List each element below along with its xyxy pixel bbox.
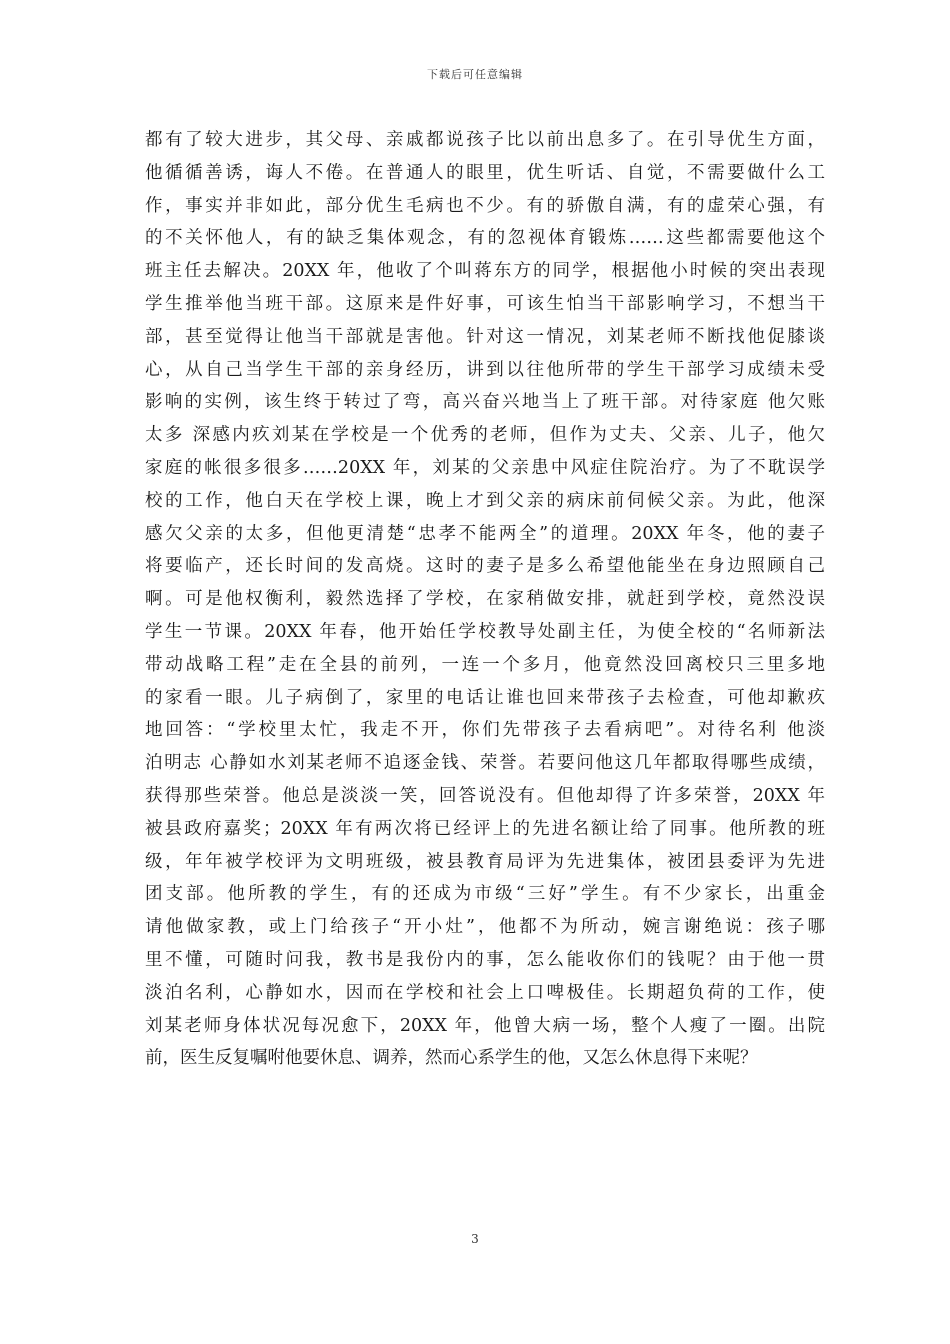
text-line: 学生一节课。20XX 年春，他开始任学校教导处副主任，为使全校的“名师新法 [145, 621, 825, 642]
text-line: 团支部。他所教的学生，有的还成为市级“三好”学生。有不少家长，出重金 [145, 884, 825, 905]
text-line: 带动战略工程”走在全县的前列，一连一个多月，他竟然没回离校只三里多地 [145, 654, 825, 675]
text-line: 将要临产，还长时间的发高烧。这时的妻子是多么希望他能坐在身边照顾自己 [145, 556, 825, 577]
text-line: 刘某老师身体状况每况愈下，20XX 年，他曾大病一场，整个人瘦了一圈。出院 [145, 1015, 825, 1036]
text-line: 里不懂，可随时问我，教书是我份内的事，怎么能收你们的钱呢？由于他一贯 [145, 949, 825, 970]
text-line: 班主任去解决。20XX 年，他收了个叫蒋东方的同学，根据他小时候的突出表现 [145, 261, 825, 282]
text-line: 的家看一眼。儿子病倒了，家里的电话让谁也回来带孩子去检查，可他却歉疚 [145, 687, 825, 708]
text-line: 作，事实并非如此，部分优生毛病也不少。有的骄傲自满，有的虚荣心强，有 [145, 195, 825, 216]
text-line: 泊明志 心静如水刘某老师不追逐金钱、荣誉。若要问他这几年都取得哪些成绩， [145, 753, 825, 774]
text-line: 啊。可是他权衡利，毅然选择了学校，在家稍做安排，就赶到学校，竟然没误 [145, 589, 825, 610]
text-line: 的不关怀他人，有的缺乏集体观念，有的忽视体育锻炼……这些都需要他这个 [145, 228, 825, 249]
text-line: 心，从自己当学生干部的亲身经历，讲到以往他所带的学生干部学习成绩未受 [145, 359, 825, 380]
text-line: 被县政府嘉奖；20XX 年有两次将已经评上的先进名额让给了同事。他所教的班 [145, 818, 825, 839]
text-line: 影响的实例，该生终于转过了弯，高兴奋兴地当上了班干部。对待家庭 他欠账 [145, 392, 825, 413]
text-line: 都有了较大进步，其父母、亲戚都说孩子比以前出息多了。在引导优生方面， [145, 130, 825, 150]
text-line: 他循循善诱，诲人不倦。在普通人的眼里，优生听话、自觉，不需要做什么工 [145, 162, 825, 183]
text-line: 前，医生反复嘱咐他要休息、调养，然而心系学生的他，又怎么休息得下来呢？ [145, 1048, 758, 1069]
page-number: 3 [471, 1232, 479, 1246]
page-header: 下载后可任意编辑 [427, 68, 523, 81]
text-line: 太多 深感内疚刘某在学校是一个优秀的老师，但作为丈夫、父亲、儿子，他欠 [145, 425, 825, 446]
text-line: 家庭的帐很多很多……20XX 年，刘某的父亲患中风症住院治疗。为了不耽误学 [145, 457, 825, 478]
text-line: 级，年年被学校评为文明班级，被县教育局评为先进集体，被团县委评为先进 [145, 851, 825, 872]
text-line: 校的工作，他白天在学校上课，晚上才到父亲的病床前伺候父亲。为此，他深 [145, 490, 825, 511]
body-text [145, 124, 825, 1075]
text-line: 地回答：“学校里太忙，我走不开，你们先带孩子去看病吧”。对待名利 他淡 [145, 720, 825, 741]
text-line: 部，甚至觉得让他当干部就是害他。针对这一情况，刘某老师不断找他促膝谈 [145, 326, 825, 347]
text-line: 获得那些荣誉。他总是淡淡一笑，回答说没有。但他却得了许多荣誉，20XX 年 [145, 785, 825, 806]
text-line: 学生推举他当班干部。这原来是件好事，可该生怕当干部影响学习，不想当干 [145, 293, 825, 314]
text-line: 请他做家教，或上门给孩子“开小灶”，他都不为所动，婉言谢绝说：孩子哪 [145, 917, 825, 938]
text-line: 感欠父亲的太多，但他更清楚“忠孝不能两全”的道理。20XX 年冬，他的妻子 [145, 523, 825, 544]
text-line: 淡泊名利，心静如水，因而在学校和社会上口啤极佳。长期超负荷的工作，使 [145, 982, 825, 1003]
